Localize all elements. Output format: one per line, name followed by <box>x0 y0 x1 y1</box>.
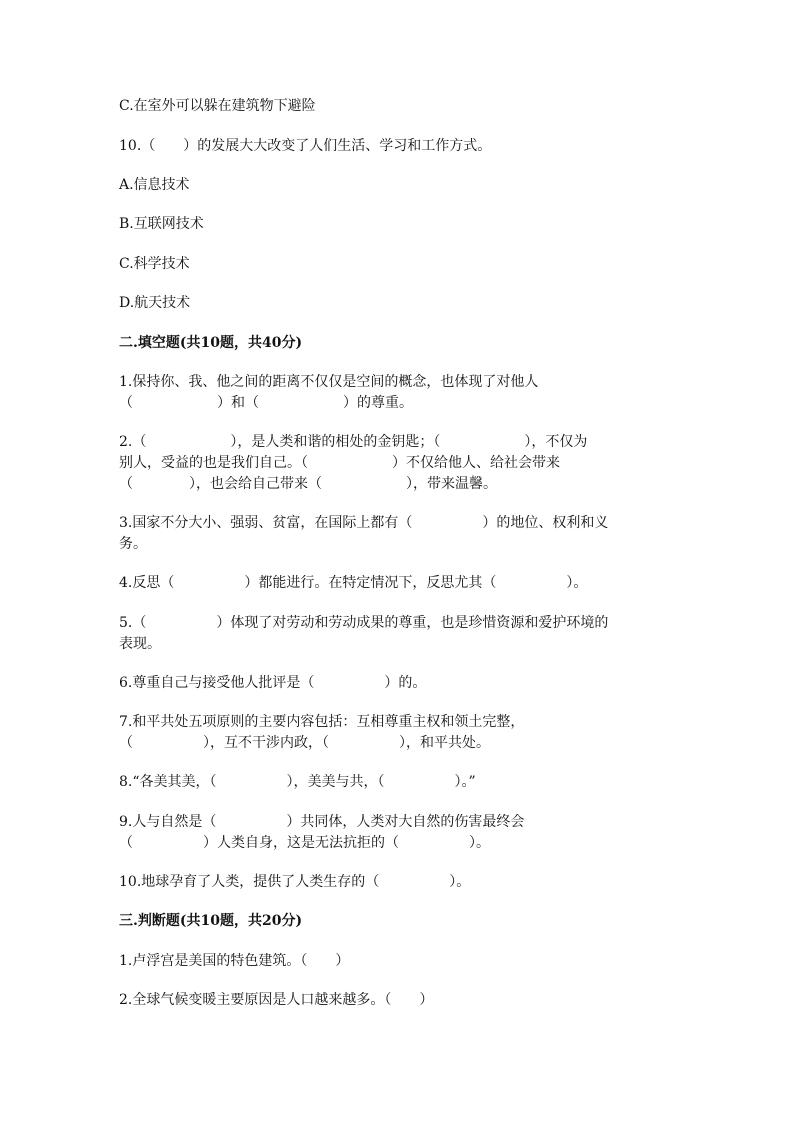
q10-option-d: D.航天技术 <box>119 295 191 311</box>
fill-q10-line1: 10.地球孕育了人类，提供了人类生存的（ ）。 <box>119 874 471 890</box>
fill-q1-line2: （ ）和（ ）的尊重。 <box>119 395 413 411</box>
fill-q5-line2: 表现。 <box>119 636 161 652</box>
fill-q2-line1: 2.（ ），是人类和谐的相处的金钥匙；（ ），不仅为 <box>119 434 588 450</box>
q10-option-c: C.科学技术 <box>119 256 190 272</box>
section2-heading: 二.填空题(共10题，共40分) <box>119 335 303 351</box>
fill-q3-line2: 务。 <box>119 536 147 552</box>
fill-q4-line1: 4.反思（ ）都能进行。在特定情况下，反思尤其（ ）。 <box>119 575 588 591</box>
q10-option-a: A.信息技术 <box>119 177 190 193</box>
judge-q1: 1.卢浮宫是美国的特色建筑。（ ） <box>119 953 350 969</box>
fill-q2-line3: （ ），也会给自己带来（ ），带来温馨。 <box>119 476 497 492</box>
fill-q8-line1: 8.“各美其美，（ ），美美与共，（ ）。” <box>119 774 476 790</box>
fill-q1-line1: 1.保持你、我、他之间的距离不仅仅是空间的概念，也体现了对他人 <box>119 374 539 390</box>
judge-q2: 2.全球气候变暖主要原因是人口越来越多。（ ） <box>119 992 434 1008</box>
q9-option-c: C.在室外可以躲在建筑物下避险 <box>119 98 316 114</box>
fill-q5-line1: 5.（ ）体现了对劳动和劳动成果的尊重，也是珍惜资源和爱护环境的 <box>119 615 609 631</box>
q10-stem: 10.（ ）的发展大大改变了人们生活、学习和工作方式。 <box>119 138 492 154</box>
fill-q7-line2: （ ），互不干涉内政，（ ），和平共处。 <box>119 735 490 751</box>
fill-q3-line1: 3.国家不分大小、强弱、贫富，在国际上都有（ ）的地位、权利和义 <box>119 515 609 531</box>
fill-q9-line1: 9.人与自然是（ ）共同体，人类对大自然的伤害最终会 <box>119 814 525 830</box>
fill-q6-line1: 6.尊重自己与接受他人批评是（ ）的。 <box>119 675 427 691</box>
fill-q2-line2: 别人，受益的也是我们自己。（ ）不仅给他人、给社会带来 <box>119 455 560 471</box>
section3-heading: 三.判断题(共10题，共20分) <box>119 913 303 929</box>
q10-option-b: B.互联网技术 <box>119 216 204 232</box>
fill-q9-line2: （ ）人类自身，这是无法抗拒的（ ）。 <box>119 835 490 851</box>
fill-q7-line1: 7.和平共处五项原则的主要内容包括：互相尊重主权和领土完整， <box>119 714 525 730</box>
